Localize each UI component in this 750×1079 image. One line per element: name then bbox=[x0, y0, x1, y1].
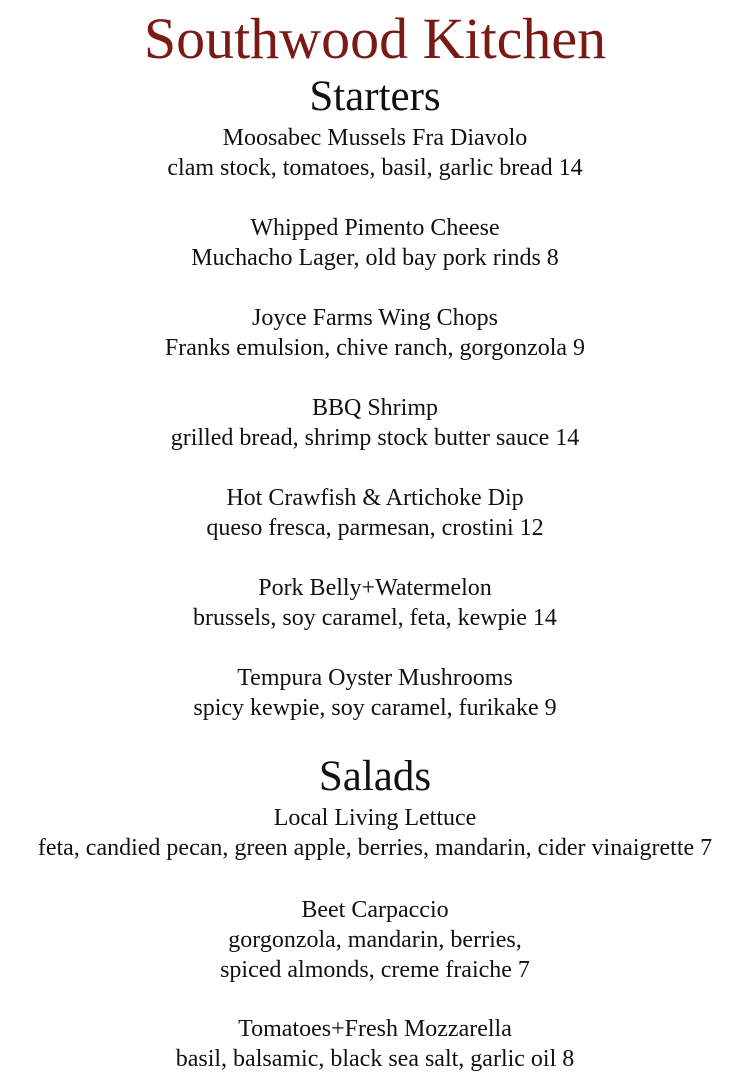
item-description-line-2: spiced almonds, creme fraiche 7 bbox=[220, 957, 530, 983]
menu-item bbox=[0, 663, 750, 723]
item-name: Tomatoes+Fresh Mozzarella bbox=[238, 1016, 512, 1042]
item-description: Franks emulsion, chive ranch, gorgonzola 9 bbox=[164, 335, 586, 361]
menu-item bbox=[0, 483, 750, 543]
menu-item bbox=[0, 123, 750, 183]
section-heading-starters: Starters bbox=[309, 73, 441, 120]
menu-item bbox=[0, 303, 750, 363]
item-name: Joyce Farms Wing Chops bbox=[252, 305, 498, 331]
menu-item bbox=[0, 573, 750, 633]
menu-item bbox=[0, 1014, 750, 1074]
menu-item bbox=[0, 213, 750, 273]
item-name: Moosabec Mussels Fra Diavolo bbox=[222, 125, 528, 151]
item-name: Beet Carpaccio bbox=[301, 897, 449, 923]
item-description: brussels, soy caramel, feta, kewpie 14 bbox=[193, 605, 557, 631]
item-name: Pork Belly+Watermelon bbox=[258, 575, 492, 601]
item-description: spicy kewpie, soy caramel, furikake 9 bbox=[193, 695, 557, 721]
item-description: Muchacho Lager, old bay pork rinds 8 bbox=[191, 245, 559, 271]
item-description: queso fresca, parmesan, crostini 12 bbox=[206, 515, 544, 541]
menu-item bbox=[0, 803, 750, 863]
restaurant-title: Southwood Kitchen bbox=[143, 6, 607, 71]
menu-item bbox=[0, 393, 750, 453]
item-name: BBQ Shrimp bbox=[311, 395, 439, 421]
item-description: basil, balsamic, black sea salt, garlic oil 8 bbox=[175, 1046, 575, 1072]
item-description: feta, candied pecan, green apple, berries, mandarin, cider vinaigrette 7 bbox=[37, 835, 713, 861]
item-description: clam stock, tomatoes, basil, garlic bread 14 bbox=[167, 155, 583, 181]
menu-item bbox=[0, 895, 750, 985]
section-heading-salads: Salads bbox=[318, 753, 432, 800]
item-name: Local Living Lettuce bbox=[273, 805, 477, 831]
item-name: Whipped Pimento Cheese bbox=[250, 215, 500, 241]
item-name: Tempura Oyster Mushrooms bbox=[237, 665, 513, 691]
item-description: grilled bread, shrimp stock butter sauce 14 bbox=[170, 425, 580, 451]
item-description: gorgonzola, mandarin, berries, bbox=[228, 927, 522, 953]
item-name: Hot Crawfish & Artichoke Dip bbox=[226, 485, 524, 511]
